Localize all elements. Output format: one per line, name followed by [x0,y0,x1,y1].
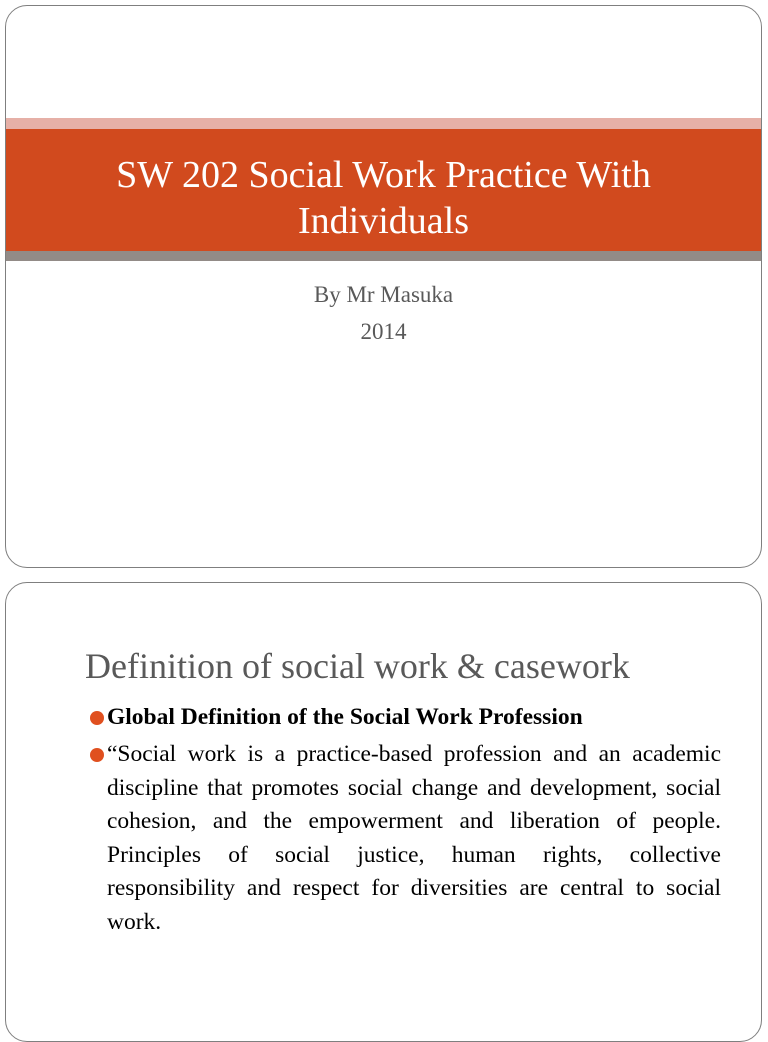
title-band-bottom-stripe [6,251,761,261]
bullet-dot-icon [90,748,104,762]
slide-2-title: Definition of social work & casework [85,646,630,686]
slide-1-author: By Mr Masuka [313,282,454,307]
slide-2 [5,582,762,1042]
bullet-item-2: “Social work is a practice-based profession and an academic discipline that promotes social change and development, social cohesion, and the empowerment and liberation of people. Principles of social justice, human rights, collective responsibility and respect for diversities are central to social work. [107,741,721,935]
bullet-dot-icon [90,711,104,725]
slide-1-year: 2014 [360,319,407,344]
bullet-item-1: Global Definition of the Social Work Profession [107,704,583,730]
slide-1 [5,5,762,568]
title-band-top-stripe [6,118,761,129]
slide-1-title: SW 202 Social Work Practice With Individuals [116,154,651,242]
